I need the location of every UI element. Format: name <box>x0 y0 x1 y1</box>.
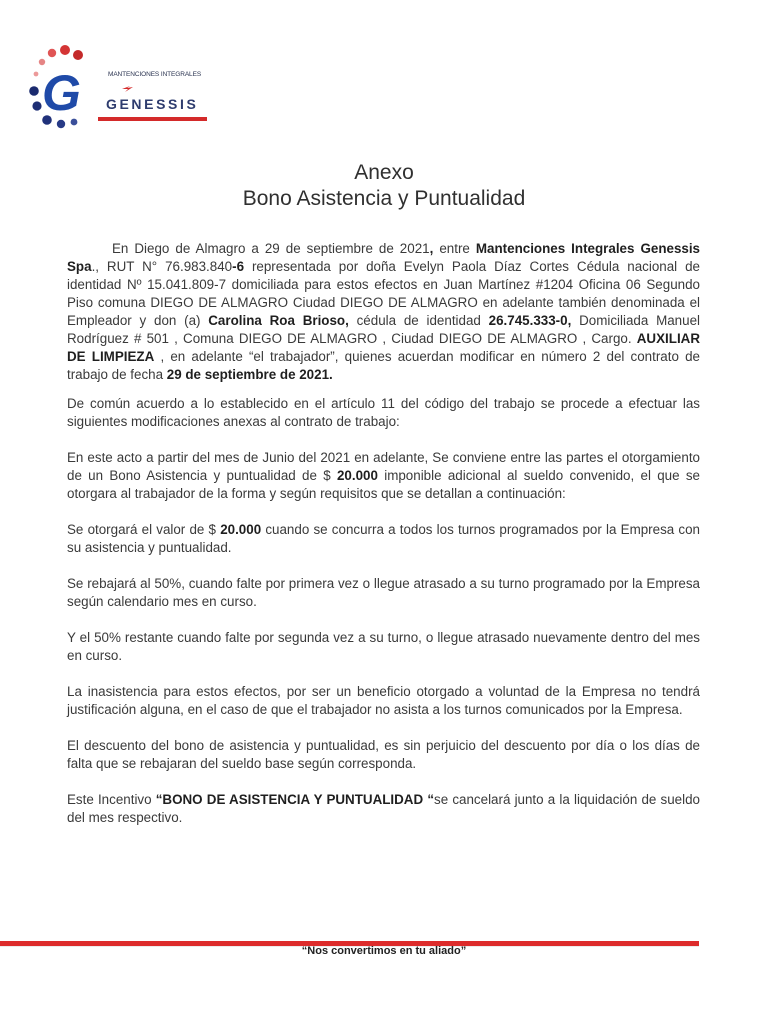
logo-dot <box>57 120 65 128</box>
company-legal-name: Mantenciones Integrales Genessis Spa <box>67 241 701 274</box>
incentive-name: “BONO DE ASISTENCIA Y PUNTUALIDAD “ <box>155 792 435 807</box>
logo-dot <box>73 50 83 60</box>
paragraph-agreement: De común acuerdo a lo establecido en el artículo 11 del código del trabajo se procede a efectuar las siguientes modificaciones anexas al contrato de trabajo: <box>67 396 700 429</box>
paragraph-discount: El descuento del bono de asistencia y puntualidad, es sin perjuicio del descuento por día o los días de falta que se rebajaran del sueldo base según corresponda. <box>67 738 700 771</box>
logo-dot <box>34 72 39 77</box>
text-run: cédula de identidad <box>348 313 489 328</box>
paragraph-first-reduction: Se rebajará al 50%, cuando falte por primera vez o llegue atrasado a su turno programado por la Empresa según calendario mes en curso. <box>67 576 700 609</box>
paragraph-second-reduction: Y el 50% restante cuando falte por segunda vez a su turno, o llegue atrasado nuevamente dentro del mes en curso. <box>67 630 700 663</box>
text-run: En Diego de Almagro a 29 de septiembre de 2021 <box>112 241 430 256</box>
worker-position: AUXILIAR DE LIMPIEZA <box>67 331 700 364</box>
text-run: Domiciliada Manuel Rodríguez # 501 , Comuna DIEGO DE ALMAGRO , Ciudad DIEGO DE ALMAGRO , Cargo. <box>67 313 700 346</box>
document-body <box>67 240 700 827</box>
footer-tagline: “Nos convertimos en tu aliado” <box>301 945 467 957</box>
flame-icon <box>121 83 135 93</box>
bonus-amount: 20.000 <box>220 522 262 537</box>
text-run: , en adelante “el trabajador”, quienes acuerdan modificar en número 2 del contrato de trabajo de fecha <box>67 349 700 382</box>
company-logo <box>26 42 98 134</box>
worker-id: 26.745.333-0, <box>488 313 572 328</box>
worker-name: Carolina Roa Brioso, <box>208 313 349 328</box>
contract-date: 29 de septiembre de 2021. <box>166 367 333 382</box>
company-name: GENESSIS <box>106 96 199 112</box>
text-run: se cancelará junto a la liquidación de sueldo del mes respectivo. <box>67 792 700 825</box>
logo-dot <box>29 86 39 96</box>
bold-run: , <box>429 241 434 256</box>
text-run: Este Incentivo <box>67 792 156 807</box>
logo-dot <box>48 49 56 57</box>
paragraph-incentive <box>67 791 700 827</box>
text-run: imponible adicional al sueldo convenido, el que se otorgara al trabajador de la forma y según requisitos que se detallan a continuación: <box>67 468 700 501</box>
text-run: ., RUT N° 76.983.840 <box>91 259 233 274</box>
paragraph-absence: La inasistencia para estos efectos, por ser un beneficio otorgado a voluntad de la Empresa no tendrá justificación alguna, en el caso de que el trabajador no asista a los turnos comunicados por la Empresa. <box>67 684 700 717</box>
text-run: En este acto a partir del mes de Junio del 2021 en adelante, Se conviene entre las partes el otorgamiento de un Bono Asistencia y puntualidad de $ <box>67 450 700 483</box>
logo-letter: G <box>42 65 81 121</box>
title-line-1: Anexo <box>354 161 414 184</box>
text-run: cuando se concurra a todos los turnos programados por la Empresa con su asistencia y puntualidad. <box>67 522 700 555</box>
paragraph-bonus-definition <box>67 449 700 503</box>
title-line-2: Bono Asistencia y Puntualidad <box>242 187 526 210</box>
bonus-amount: 20.000 <box>336 468 378 483</box>
text-run: Se otorgará el valor de $ <box>67 522 221 537</box>
bold-run: -6 <box>232 259 245 274</box>
company-tagline-small: MANTENCIONES INTEGRALES <box>108 71 202 78</box>
header-rule <box>98 117 207 121</box>
document-title <box>0 160 768 213</box>
text-run: entre <box>433 241 476 256</box>
paragraph-intro <box>67 240 700 384</box>
logo-dot <box>60 45 70 55</box>
text-run: representada por doña Evelyn Paola Díaz Cortes Cédula nacional de identidad Nº 15.041.809-7 domiciliada para estos efectos en Juan Martínez #1204 Oficina 06 Segundo Piso comuna DIEGO DE ALMAGRO Ciudad DIEGO DE ALMAGRO en adelante también denominada el Empleador y don (a) <box>67 259 700 328</box>
logo-dot <box>32 101 41 110</box>
paragraph-bonus-full <box>67 521 700 557</box>
